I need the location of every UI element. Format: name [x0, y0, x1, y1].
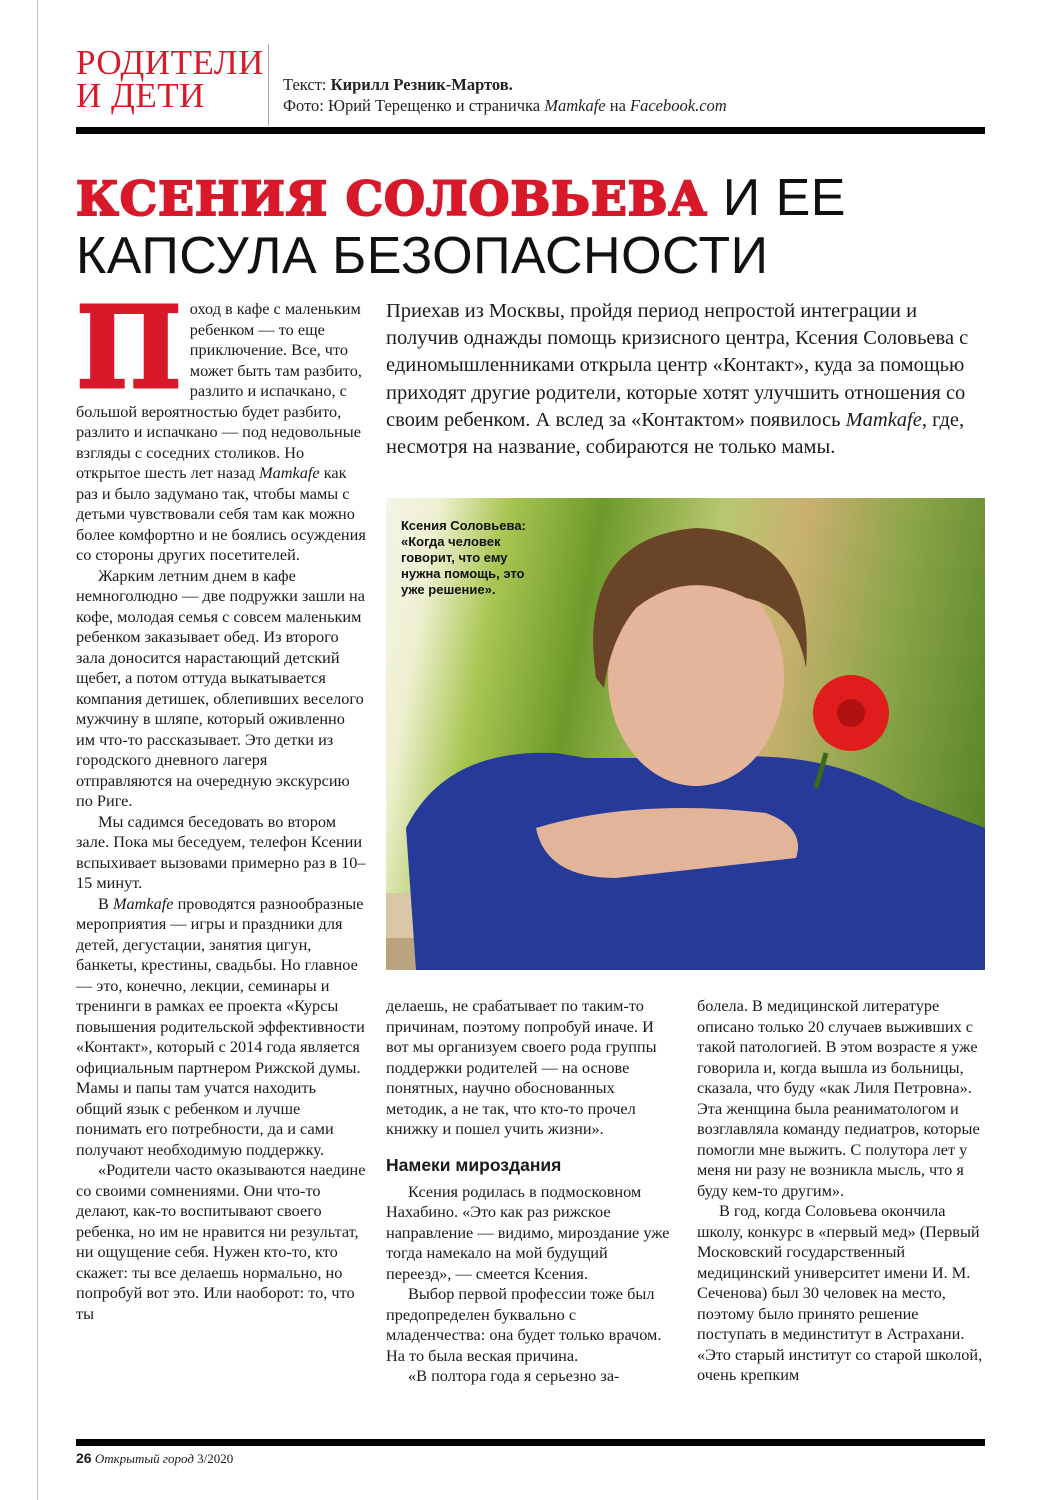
paragraph: Выбор первой профессии тоже был предопределен буквально с младенчества: она будет только врачом. На то была веская причина.: [386, 1284, 662, 1365]
middle-column: [386, 996, 674, 1387]
paragraph: Мы садимся беседовать во втором зале. Пока мы беседуем, телефон Ксении вспыхивает вызовами примерно раз в 10–15 минут.: [76, 811, 366, 892]
text: оход в кафе с маленьким ребенком — то еще приключение. Все, что может быть там разбито, разлито и испачкано, с большой вероятностью будет разбито, разлито и испачкано — под недовольные взгляды с соседних столиков. Но открытое шесть лет назад: [76, 299, 362, 482]
paragraph: «В полтора года я серьезно за-: [408, 1366, 620, 1385]
title-line-2: КАПСУЛА БЕЗОПАСНОСТИ: [76, 227, 769, 285]
lead-paragraph: [386, 298, 986, 461]
right-column: [697, 996, 989, 1386]
paragraph: Ксения родилась в подмосковном Нахабино. «Это как раз рижское направление — видимо, мироздание уже тогда намекало на мой будущий переезд», — смеется Ксения.: [386, 1181, 670, 1283]
page-edge-line: [37, 0, 38, 1500]
issue-number: 3/2020: [193, 1451, 234, 1466]
page-number: 26: [76, 1450, 92, 1466]
section-line-1: РОДИТЕЛИ: [76, 43, 264, 82]
paragraph: болела. В медицинской литературе описано только 20 случаев выживших с такой патологией. В этом возрасте я уже говорила и, когда вышла из больницы, сказала, что буду «как Лиля Петровна». Эта женщина была реаниматологом и возглавляла команду педиатров, которые помогли мне выжить. С полутора лет у меня ни разу не возникла мысль, что я буду кем-то другим».: [697, 996, 980, 1200]
text: проводятся разнообразные мероприятия — игры и праздники для детей, дегустации, занятия цигун, банкеты, крестины, свадьбы. Но главное — это, конечно, лекции, семинары и тренинги в рамках ее проекта «Курсы повышения родительской эффективности «Контакт», который с 2014 года является официальным партнером Рижской думы. Мамы и папы там учатся находить общий язык с ребенком и лучше понимать его потребности, да и сами получают необходимую поддержку.: [76, 893, 365, 1159]
bottom-rule: [76, 1439, 985, 1446]
photo-caption: Ксения Соловьева: «Когда человек говорит, что ему нужна помощь, это уже решение».: [401, 518, 526, 597]
paragraph: делаешь, не срабатывает по таким-то причинам, поэтому попробуй иначе. И вот мы организуем своего рода группы поддержки родителей — на основе понятных, научно обоснованных методик, а не так, что кто-то прочел книжку и пошел учить жизни».: [386, 996, 657, 1138]
paragraph: «Родители часто оказываются наедине со своими сомнениями. Они что-то делают, как-то воспитывают своего ребенка, но им не нравится ни результат, ни ощущение себя. Нужен кто-то, кто скажет: ты все делаешь нормально, но попробуй вот это. Или наоборот: то, что ты: [76, 1160, 366, 1323]
brand-name: Mamkafe: [845, 408, 922, 431]
text-credit: [283, 74, 727, 95]
magazine-name: Открытый город: [91, 1451, 194, 1466]
text: как раз и было задумано так, чтобы мамы с детьми чувствовали себя там как можно более комфортно и не боялись осуждения со стороны других посетителей.: [76, 463, 366, 564]
title-name: КСЕНИЯ СОЛОВЬЕВА: [76, 172, 708, 227]
photo-credit-site: Facebook.com: [630, 96, 727, 115]
subheading: Намеки мироздания: [386, 1154, 562, 1175]
header-divider: [268, 44, 269, 126]
title-rest: И ЕЕ: [707, 169, 846, 227]
paragraph: В год, когда Соловьева окончила школу, конкурс в «первый мед» (Первый Московский государственный медицинский университет имени И. М. Сеченова) был 30 человек на место, поэтому было принято решение поступать в мединститут в Астрахани. «Это старый институт со старой школой, очень крепким: [697, 1201, 983, 1384]
text-credit-label: Текст:: [283, 75, 331, 94]
author-name: Кирилл Резник-Мартов.: [330, 75, 513, 94]
left-column: [76, 283, 366, 1324]
brand-name: Mamkafe: [112, 893, 174, 913]
section-label: [76, 43, 264, 115]
article-title: [76, 170, 846, 284]
photo-credit-label: Фото: Юрий Терещенко и страничка: [283, 96, 545, 115]
portrait-photo: [386, 498, 985, 970]
photo-credit-brand: Mamkafe: [544, 96, 606, 115]
top-rule: [76, 127, 985, 134]
paragraph: [76, 283, 366, 566]
drop-cap: П: [76, 283, 182, 414]
text: В: [98, 893, 113, 913]
paragraph: Жарким летним днем в кафе немноголюдно — две подружки зашли на кофе, молодая семья с совсем маленьким ребенком заказывает обед. Из второго зала доносится нарастающий детский щебет, а потом оттуда выкатывается компания детишек, облепивших веселого мужчину в шляпе, который оживленно им что-то рассказывает. Это детки из городского дневного лагеря отправляются на очередную экскурсию по Риге.: [76, 565, 365, 810]
photo-credit-mid: на: [605, 96, 631, 115]
text: , где, несмотря на название, собираются не только мамы.: [386, 408, 965, 459]
credits: [283, 74, 727, 116]
brand-name: Mamkafe: [259, 463, 320, 482]
section-line-2: И ДЕТИ: [76, 76, 205, 115]
page-footer: [76, 1450, 233, 1467]
photo-credit: [283, 95, 727, 116]
paragraph: [76, 894, 366, 1161]
text: Приехав из Москвы, пройдя период непростой интеграции и получив однажды помощь кризисного центра, Ксения Соловьева с единомышленниками открыла центр «Контакт», куда за помощью приходят другие родители, которые хотят улучшить отношения со своим ребенком. А вслед за «Контактом» появилось: [386, 300, 969, 431]
